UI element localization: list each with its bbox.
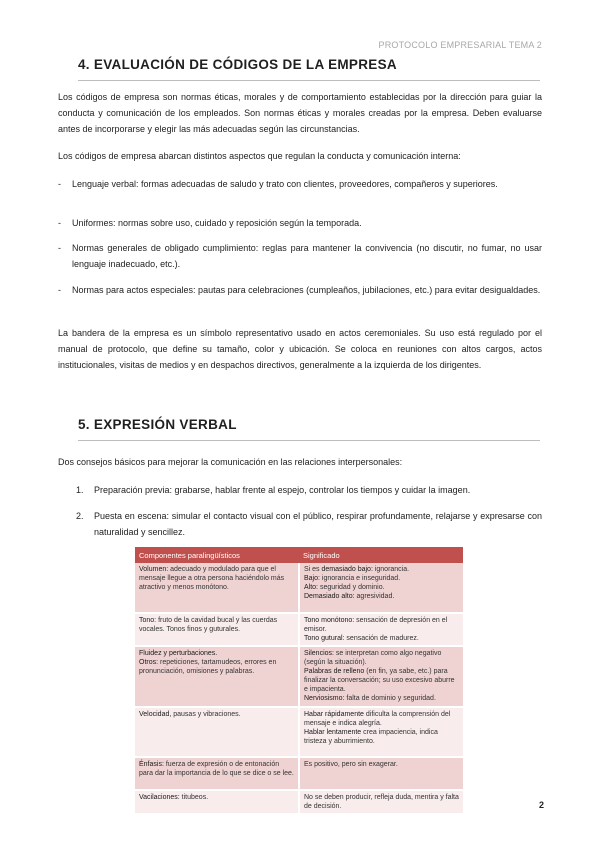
table-header-cell: Significado — [299, 547, 463, 563]
cell-label: Habar rápidamente — [304, 711, 364, 718]
cell-text: pausas y vibraciones. — [171, 711, 241, 718]
cell-text: Es positivo, pero sin exagerar. — [304, 761, 398, 768]
cell-text: fuerza de expresión o de entonación para dar la importancia de lo que se dice o se lee. — [139, 761, 294, 777]
cell-text: Si es — [304, 566, 322, 573]
running-header: PROTOCOLO EMPRESARIAL TEMA 2 — [378, 40, 542, 50]
cell-label: Hablar lentamente — [304, 729, 362, 736]
table-cell — [299, 563, 463, 613]
cell-text: dificulta la comprensión del mensaje e indica alegría. — [304, 711, 451, 727]
cell-text: agresividad. — [354, 593, 395, 600]
table-row — [135, 646, 463, 707]
table-row — [135, 790, 463, 814]
table-row — [135, 707, 463, 757]
cell-label: Alto: — [304, 584, 319, 591]
item-text: Puesta en escena: simular el contacto visual con el público, respirar profundamente, relajarse y expresarse con naturalidad y sencillez. — [94, 511, 542, 537]
item-number: 1. — [76, 485, 84, 495]
cell-label: Énfasis: — [139, 761, 164, 768]
page-number: 2 — [538, 800, 544, 810]
cell-label: Palabras de relleno — [304, 668, 365, 675]
section-4-rule — [78, 80, 540, 81]
item-number: 2. — [76, 511, 84, 521]
table-row — [135, 613, 463, 646]
table-header-cell: Componentes paralingüísticos — [135, 547, 299, 563]
table-header-row — [135, 547, 463, 563]
table-cell — [135, 646, 299, 707]
cell-label: Fluidez y perturbaciones. — [139, 650, 218, 657]
cell-text: se interpretan como algo negativo (según la situación). — [304, 650, 442, 666]
table-cell — [135, 790, 299, 814]
table-cell — [135, 707, 299, 757]
cell-label: Nerviosismo: — [304, 695, 345, 702]
cell-text: sensación de madurez. — [344, 635, 419, 642]
section-4-title: 4. EVALUACIÓN DE CÓDIGOS DE LA EMPRESA — [78, 57, 397, 72]
section-5-lead: Dos consejos básicos para mejorar la comunicación en las relaciones interpersonales: — [58, 457, 403, 467]
cell-label: Bajo: — [304, 575, 320, 582]
bullet-text: Uniformes: normas sobre uso, cuidado y reposición según la temporada. — [72, 218, 362, 228]
cell-text: titubeos. — [179, 794, 209, 801]
cell-text: falta de dominio y seguridad. — [344, 695, 436, 702]
paralinguistic-table — [135, 547, 463, 815]
table-cell — [299, 707, 463, 757]
cell-label: Otros: — [139, 659, 159, 666]
cell-label: Tono gutural: — [304, 635, 345, 642]
cell-label: Silencios: — [304, 650, 334, 657]
cell-text: sensación de depresión en el emisor. — [304, 617, 448, 633]
numbered-item — [58, 508, 542, 540]
bullet-text: Lenguaje verbal: formas adecuadas de saludo y trato con clientes, proveedores, compañeros y superiores. — [72, 179, 498, 189]
cell-label: Velocidad, — [139, 711, 172, 718]
cell-text: crea impaciencia, indica tristeza y aburrimiento. — [304, 729, 438, 745]
cell-label: Vacilaciones: — [139, 794, 180, 801]
item-text: Preparación previa: grabarse, hablar frente al espejo, controlar los tiempos y cuidar la imagen. — [94, 485, 471, 495]
section-4-intro: Los códigos de empresa son normas éticas, morales y de comportamiento establecidas por la dirección para guiar la conducta y comunicación de los empleados. Son normas éticas y morales creadas por la empresa. Deben evaluarse antes de incorporarse y elegir las más adecuadas según las circunstancias. — [58, 92, 542, 134]
table-cell — [299, 613, 463, 646]
table-cell — [299, 646, 463, 707]
section-4-lead: Los códigos de empresa abarcan distintos aspectos que regulan la conducta y comunicación interna: — [58, 151, 461, 161]
cell-label: Demasiado alto: — [304, 593, 355, 600]
cell-text: (en fin, ya sabe, etc.) para finalizar la conversación; su uso excesivo aburre e impacienta. — [304, 668, 455, 693]
bullet-item — [58, 215, 542, 231]
cell-label: Volumen: — [139, 566, 169, 573]
table-row — [135, 563, 463, 613]
table-cell — [135, 563, 299, 613]
bullet-mark: - — [58, 243, 61, 253]
cell-label: Tono: — [139, 617, 157, 624]
bullet-text: Normas generales de obligado cumplimiento: reglas para mantener la convivencia (no discutir, no fumar, no usar lenguaje inadecuado, etc.). — [72, 243, 542, 269]
cell-label: demasiado bajo: — [321, 566, 373, 573]
table-row — [135, 757, 463, 790]
cell-label: Tono monótono: — [304, 617, 355, 624]
section-5-title: 5. EXPRESIÓN VERBAL — [78, 417, 237, 432]
section-4-closing: La bandera de la empresa es un símbolo representativo usado en actos ceremoniales. Su uso está regulado por el manual de protocolo, que define su tamaño, color y ubicación. Se coloca en reuniones con altos cargos, actos institucionales, visitas de medios y en despachos directivos, generalmente a la izquierda de los dirigentes. — [58, 328, 542, 370]
table-cell — [135, 613, 299, 646]
cell-text: repeticiones, tartamudeos, errores en pronunciación, omisiones y palabras. — [139, 659, 277, 675]
numbered-item — [58, 482, 542, 498]
table-cell — [299, 790, 463, 814]
cell-text: fruto de la cavidad bucal y las cuerdas vocales. Tonos finos y guturales. — [139, 617, 278, 633]
cell-text: No se deben producir, refleja duda, mentira y falta de decisión. — [304, 794, 459, 810]
table-cell — [135, 757, 299, 790]
cell-text: adecuado y modulado para que el mensaje llegue a otra persona haciéndolo más atractivo y menos monótono. — [139, 566, 285, 591]
bullet-mark: - — [58, 285, 61, 295]
bullet-text: Normas para actos especiales: pautas para celebraciones (cumpleaños, jubilaciones, etc.) para evitar desigualdades. — [72, 285, 541, 295]
section-5-rule — [78, 440, 540, 441]
bullet-mark: - — [58, 179, 61, 189]
cell-text: ignorancia. — [372, 566, 410, 573]
cell-text: seguridad y dominio. — [318, 584, 385, 591]
cell-text: ignorancia e inseguridad. — [319, 575, 401, 582]
bullet-item — [58, 176, 542, 192]
bullet-item — [58, 282, 542, 298]
bullet-item — [58, 240, 542, 272]
table-cell — [299, 757, 463, 790]
bullet-mark: - — [58, 218, 61, 228]
